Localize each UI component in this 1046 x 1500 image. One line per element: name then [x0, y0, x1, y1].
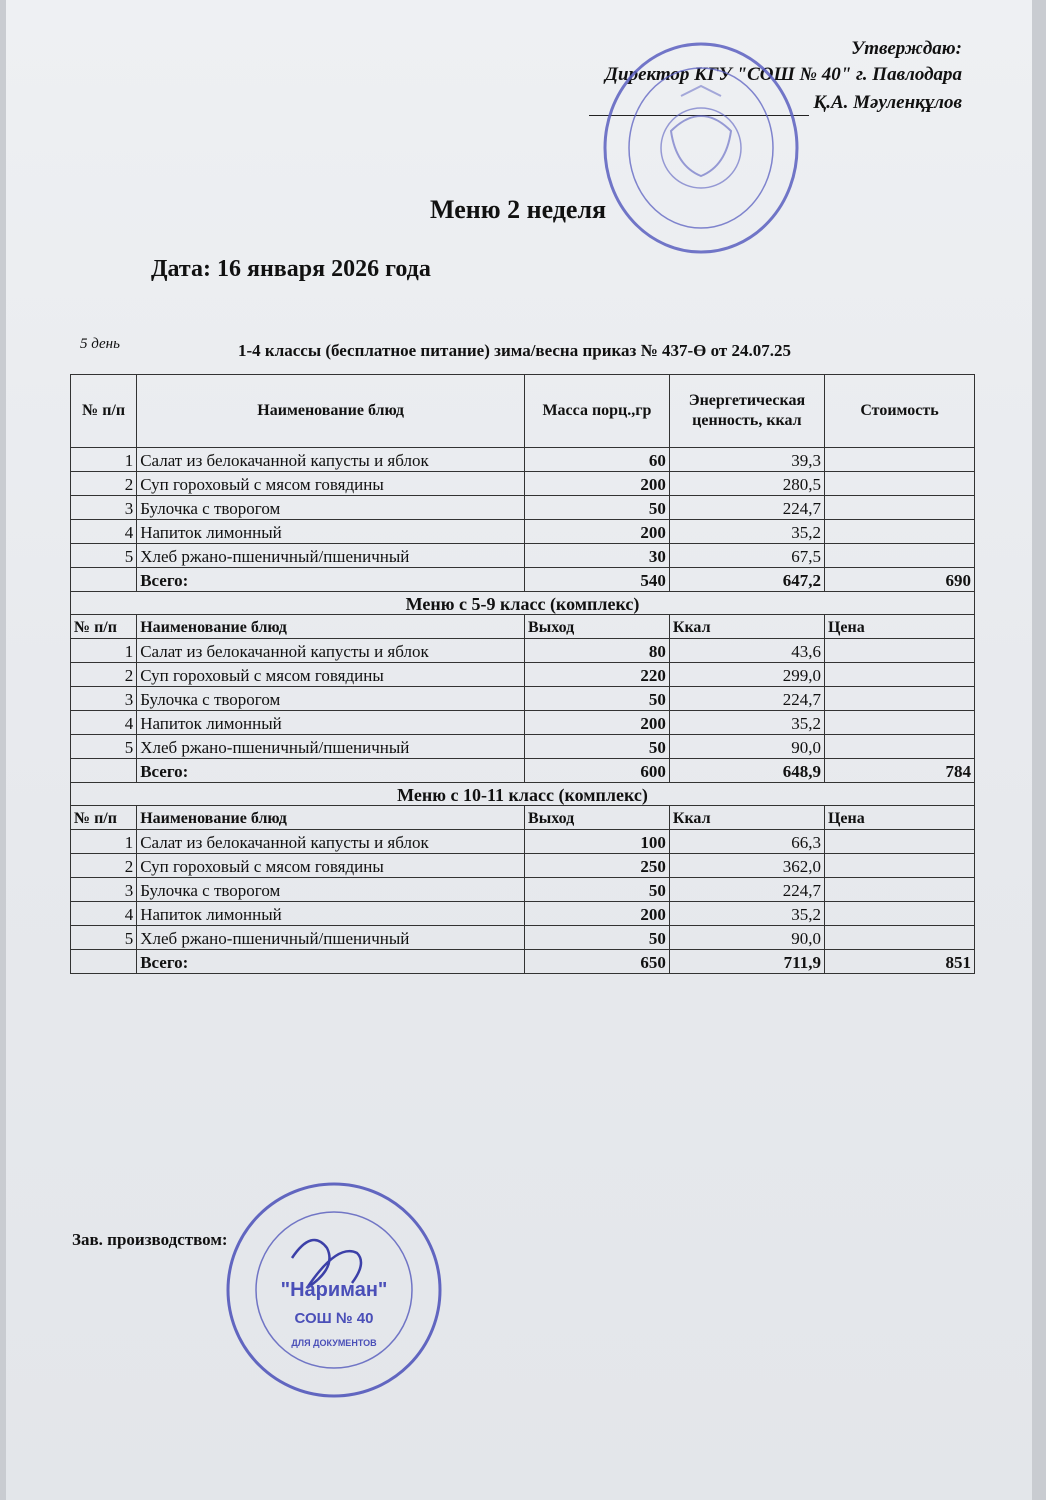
dish-name: Хлеб ржано-пшеничный/пшеничный — [137, 544, 525, 568]
header-price: Цена — [824, 615, 974, 639]
production-manager-label: Зав. производством: — [72, 1230, 228, 1249]
dish-name: Суп гороховый с мясом говядины — [137, 663, 525, 687]
total-label: Всего: — [137, 759, 525, 783]
row-number: 1 — [71, 639, 137, 663]
header-dish: Наименование блюд — [137, 806, 525, 830]
approval-line-1: Утверждаю: — [851, 38, 962, 59]
menu-table — [70, 374, 975, 974]
dish-name: Суп гороховый с мясом говядины — [137, 854, 525, 878]
dish-mass: 50 — [525, 878, 670, 902]
row-number: 2 — [71, 854, 137, 878]
header-mass: Масса порц.,гр — [525, 375, 670, 448]
dish-mass: 50 — [525, 735, 670, 759]
dish-price — [824, 639, 974, 663]
dish-mass: 200 — [525, 472, 670, 496]
total-kcal: 711,9 — [669, 950, 824, 974]
dish-price — [824, 448, 974, 472]
total-mass: 540 — [525, 568, 670, 592]
table1-header — [71, 375, 975, 448]
dish-mass: 50 — [525, 496, 670, 520]
header-number: № п/п — [71, 375, 137, 448]
dish-kcal: 35,2 — [669, 520, 824, 544]
total-row — [71, 950, 975, 974]
total-label: Всего: — [137, 568, 525, 592]
header-dish: Наименование блюд — [137, 375, 525, 448]
dish-mass: 50 — [525, 926, 670, 950]
row-number: 3 — [71, 687, 137, 711]
table-row — [71, 902, 975, 926]
dish-kcal: 35,2 — [669, 711, 824, 735]
dish-name: Хлеб ржано-пшеничный/пшеничный — [137, 926, 525, 950]
total-label: Всего: — [137, 950, 525, 974]
row-number: 4 — [71, 902, 137, 926]
dish-name: Напиток лимонный — [137, 520, 525, 544]
table-row — [71, 663, 975, 687]
header-output: Выход — [525, 806, 670, 830]
dish-name: Салат из белокачанной капусты и яблок — [137, 830, 525, 854]
dish-price — [824, 735, 974, 759]
dish-name: Булочка с творогом — [137, 496, 525, 520]
table-row — [71, 687, 975, 711]
stamp-purpose: ДЛЯ ДОКУМЕНТОВ — [291, 1338, 377, 1348]
header-cost: Стоимость — [824, 375, 974, 448]
dish-kcal: 35,2 — [669, 902, 824, 926]
document-page — [6, 0, 1032, 1500]
dish-price — [824, 878, 974, 902]
header-energy: Энергетическая ценность, ккал — [669, 375, 824, 448]
table-row — [71, 711, 975, 735]
row-number: 4 — [71, 711, 137, 735]
dish-mass: 100 — [525, 830, 670, 854]
stamp-name: "Нариман" — [280, 1279, 388, 1301]
dish-name: Булочка с творогом — [137, 687, 525, 711]
dish-kcal: 224,7 — [669, 878, 824, 902]
dish-mass: 200 — [525, 902, 670, 926]
row-number: 2 — [71, 663, 137, 687]
table-row — [71, 544, 975, 568]
dish-kcal: 90,0 — [669, 926, 824, 950]
dish-name: Салат из белокачанной капусты и яблок — [137, 448, 525, 472]
stamp-school: СОШ № 40 — [294, 1310, 374, 1327]
menu-date: Дата: 16 января 2026 года — [151, 256, 431, 282]
header-price: Цена — [824, 806, 974, 830]
dish-mass: 30 — [525, 544, 670, 568]
dish-mass: 80 — [525, 639, 670, 663]
table-row — [71, 735, 975, 759]
table-row — [71, 926, 975, 950]
row-number: 5 — [71, 926, 137, 950]
dish-name: Суп гороховый с мясом говядины — [137, 472, 525, 496]
table-row — [71, 496, 975, 520]
dish-kcal: 90,0 — [669, 735, 824, 759]
dish-mass: 60 — [525, 448, 670, 472]
total-price: 851 — [824, 950, 974, 974]
dish-price — [824, 687, 974, 711]
dish-mass: 220 — [525, 663, 670, 687]
dish-kcal: 362,0 — [669, 854, 824, 878]
dish-price — [824, 544, 974, 568]
dish-name: Булочка с творогом — [137, 878, 525, 902]
table-row — [71, 472, 975, 496]
dish-mass: 200 — [525, 711, 670, 735]
section-title: Меню с 10-11 класс (комплекс) — [71, 783, 975, 806]
dish-name: Хлеб ржано-пшеничный/пшеничный — [137, 735, 525, 759]
table3-header — [71, 806, 975, 830]
day-label: 5 день — [80, 336, 120, 352]
dish-price — [824, 472, 974, 496]
row-number: 1 — [71, 830, 137, 854]
dish-price — [824, 926, 974, 950]
dish-price — [824, 496, 974, 520]
official-seal-bottom — [222, 1178, 447, 1403]
table2-header — [71, 615, 975, 639]
row-number: 5 — [71, 544, 137, 568]
table-row — [71, 448, 975, 472]
total-price: 690 — [824, 568, 974, 592]
dish-price — [824, 663, 974, 687]
dish-price — [824, 902, 974, 926]
dish-price — [824, 830, 974, 854]
row-number: 4 — [71, 520, 137, 544]
header-kcal: Ккал — [669, 806, 824, 830]
total-row — [71, 759, 975, 783]
dish-name: Напиток лимонный — [137, 711, 525, 735]
dish-name: Напиток лимонный — [137, 902, 525, 926]
header-number: № п/п — [71, 806, 137, 830]
dish-price — [824, 711, 974, 735]
dish-price — [824, 854, 974, 878]
total-kcal: 647,2 — [669, 568, 824, 592]
director-name: Қ.А. Мәуленқұлов — [813, 92, 962, 113]
dish-name: Салат из белокачанной капусты и яблок — [137, 639, 525, 663]
dish-mass: 200 — [525, 520, 670, 544]
header-output: Выход — [525, 615, 670, 639]
total-row — [71, 568, 975, 592]
dish-mass: 50 — [525, 687, 670, 711]
total-price: 784 — [824, 759, 974, 783]
official-seal-top — [596, 36, 806, 261]
dish-kcal: 280,5 — [669, 472, 824, 496]
section-title: Меню с 5-9 класс (комплекс) — [71, 592, 975, 615]
row-number: 1 — [71, 448, 137, 472]
dish-kcal: 66,3 — [669, 830, 824, 854]
row-number: 3 — [71, 878, 137, 902]
table-row — [71, 830, 975, 854]
row-number: 5 — [71, 735, 137, 759]
header-kcal: Ккал — [669, 615, 824, 639]
row-number: 2 — [71, 472, 137, 496]
approval-line-2: Директор КГУ "СОШ № 40" г. Павлодара — [605, 64, 962, 85]
dish-mass: 250 — [525, 854, 670, 878]
dish-kcal: 224,7 — [669, 496, 824, 520]
dish-kcal: 224,7 — [669, 687, 824, 711]
page-title: Меню 2 неделя — [430, 195, 607, 224]
dish-kcal: 39,3 — [669, 448, 824, 472]
total-mass: 650 — [525, 950, 670, 974]
table-caption: 1-4 классы (бесплатное питание) зима/весна приказ № 437-Ө от 24.07.25 — [238, 341, 791, 360]
row-number: 3 — [71, 496, 137, 520]
dish-price — [824, 520, 974, 544]
table-row — [71, 854, 975, 878]
header-number: № п/п — [71, 615, 137, 639]
dish-kcal: 299,0 — [669, 663, 824, 687]
table-row — [71, 639, 975, 663]
header-dish: Наименование блюд — [137, 615, 525, 639]
table-row — [71, 878, 975, 902]
total-mass: 600 — [525, 759, 670, 783]
dish-kcal: 67,5 — [669, 544, 824, 568]
total-kcal: 648,9 — [669, 759, 824, 783]
table-row — [71, 520, 975, 544]
dish-kcal: 43,6 — [669, 639, 824, 663]
